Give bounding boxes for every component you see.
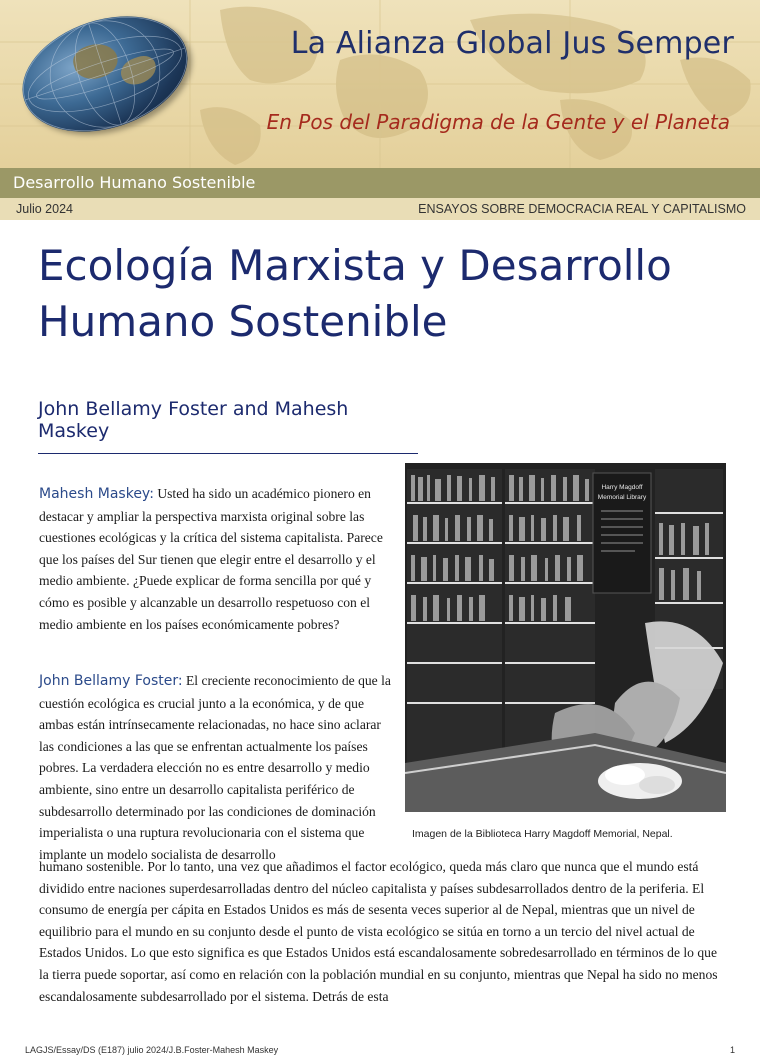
page-number: 1 — [729, 1045, 735, 1055]
page-footer — [25, 1045, 735, 1055]
header-banner — [0, 0, 760, 168]
svg-text:Memorial Library: Memorial Library — [597, 494, 647, 501]
svg-text:Harry Magdoff: Harry Magdoff — [601, 484, 643, 491]
org-tagline: En Pos del Paradigma de la Gente y el Planeta — [266, 110, 730, 134]
question-text: Usted ha sido un académico pionero en destacar y ampliar la perspectiva marxista original sobre las cuestiones ecológicas y la crítica del sistema capitalista. Parece que los países del Sur tienen que elegir entre el desarrollo y el medio ambiente. ¿Puede explicar de forma sencilla por qué y cómo es posible y alcanzable un desarrollo respetuoso con el medio ambiente en los países económicamente pobres? — [39, 486, 383, 632]
section-bar — [0, 168, 760, 198]
interviewer-name: Mahesh Maskey: — [39, 486, 154, 502]
answer-continuation: humano sostenible. Por lo tanto, una vez que añadimos el factor ecológico, queda más claro que nunca que el mundo está dividido entre naciones superdesarrolladas dentro del núcleo capitalista y países subdesarrollados dentro de la periferia. El consumo de energía per cápita en Estados Unidos es más de sesenta veces superior al de Nepal, mientras que un nivel de equilibrio para el mundo en su conjunto desde el punto de vista ecológico se sitúa en torno a un tercio del nivel actual de Estados Unidos. Lo que esto significa es que Estados Unidos está escandalosamente sobredesarrollado en términos de lo que la tierra puede soportar, así como en relación con la población mundial en su conjunto, mientras que Nepal ha sido no menos escandalosamente subdesarrollado por el sistema. Detrás de esta — [39, 859, 718, 1004]
series-name: ENSAYOS SOBRE DEMOCRACIA REAL Y CAPITALISMO — [418, 202, 746, 216]
date-bar — [0, 198, 760, 220]
document-reference: LAGJS/Essay/DS (E187) julio 2024/J.B.Foster-Mahesh Maskey — [25, 1045, 279, 1055]
title-line-1: Ecología Marxista y Desarrollo — [38, 241, 672, 290]
respondent-name: John Bellamy Foster: — [39, 673, 183, 689]
title-line-2: Humano Sostenible — [38, 297, 448, 346]
issue-date: Julio 2024 — [16, 202, 73, 216]
answer-paragraph — [39, 670, 391, 865]
photo-caption: Imagen de la Biblioteca Harry Magdoff Memorial, Nepal. — [412, 828, 673, 840]
library-photo — [405, 463, 726, 812]
article-authors: John Bellamy Foster and Mahesh Maskey — [38, 398, 418, 454]
org-name: La Alianza Global Jus Semper — [290, 26, 734, 61]
article-title — [38, 238, 718, 350]
question-paragraph — [39, 483, 391, 635]
section-label: Desarrollo Humano Sostenible — [13, 173, 256, 192]
library-illustration — [405, 463, 726, 812]
answer-text-column: El creciente reconocimiento de que la cuestión ecológica es crucial junto a la económica, y de que ambas están intrínsecamente relacionadas, no hace sino aclarar las condiciones a las que se enfrentan actualmente los países pobres. La verdadera elección no es entre desarrollo y medio ambiente, sino entre un desarrollo capitalista periférico de subdesarrollo determinado por las condiciones de dominación imperialista o una ruptura revolucionaria con el sistema que implante un modelo socialista de desarrollo — [39, 673, 391, 862]
